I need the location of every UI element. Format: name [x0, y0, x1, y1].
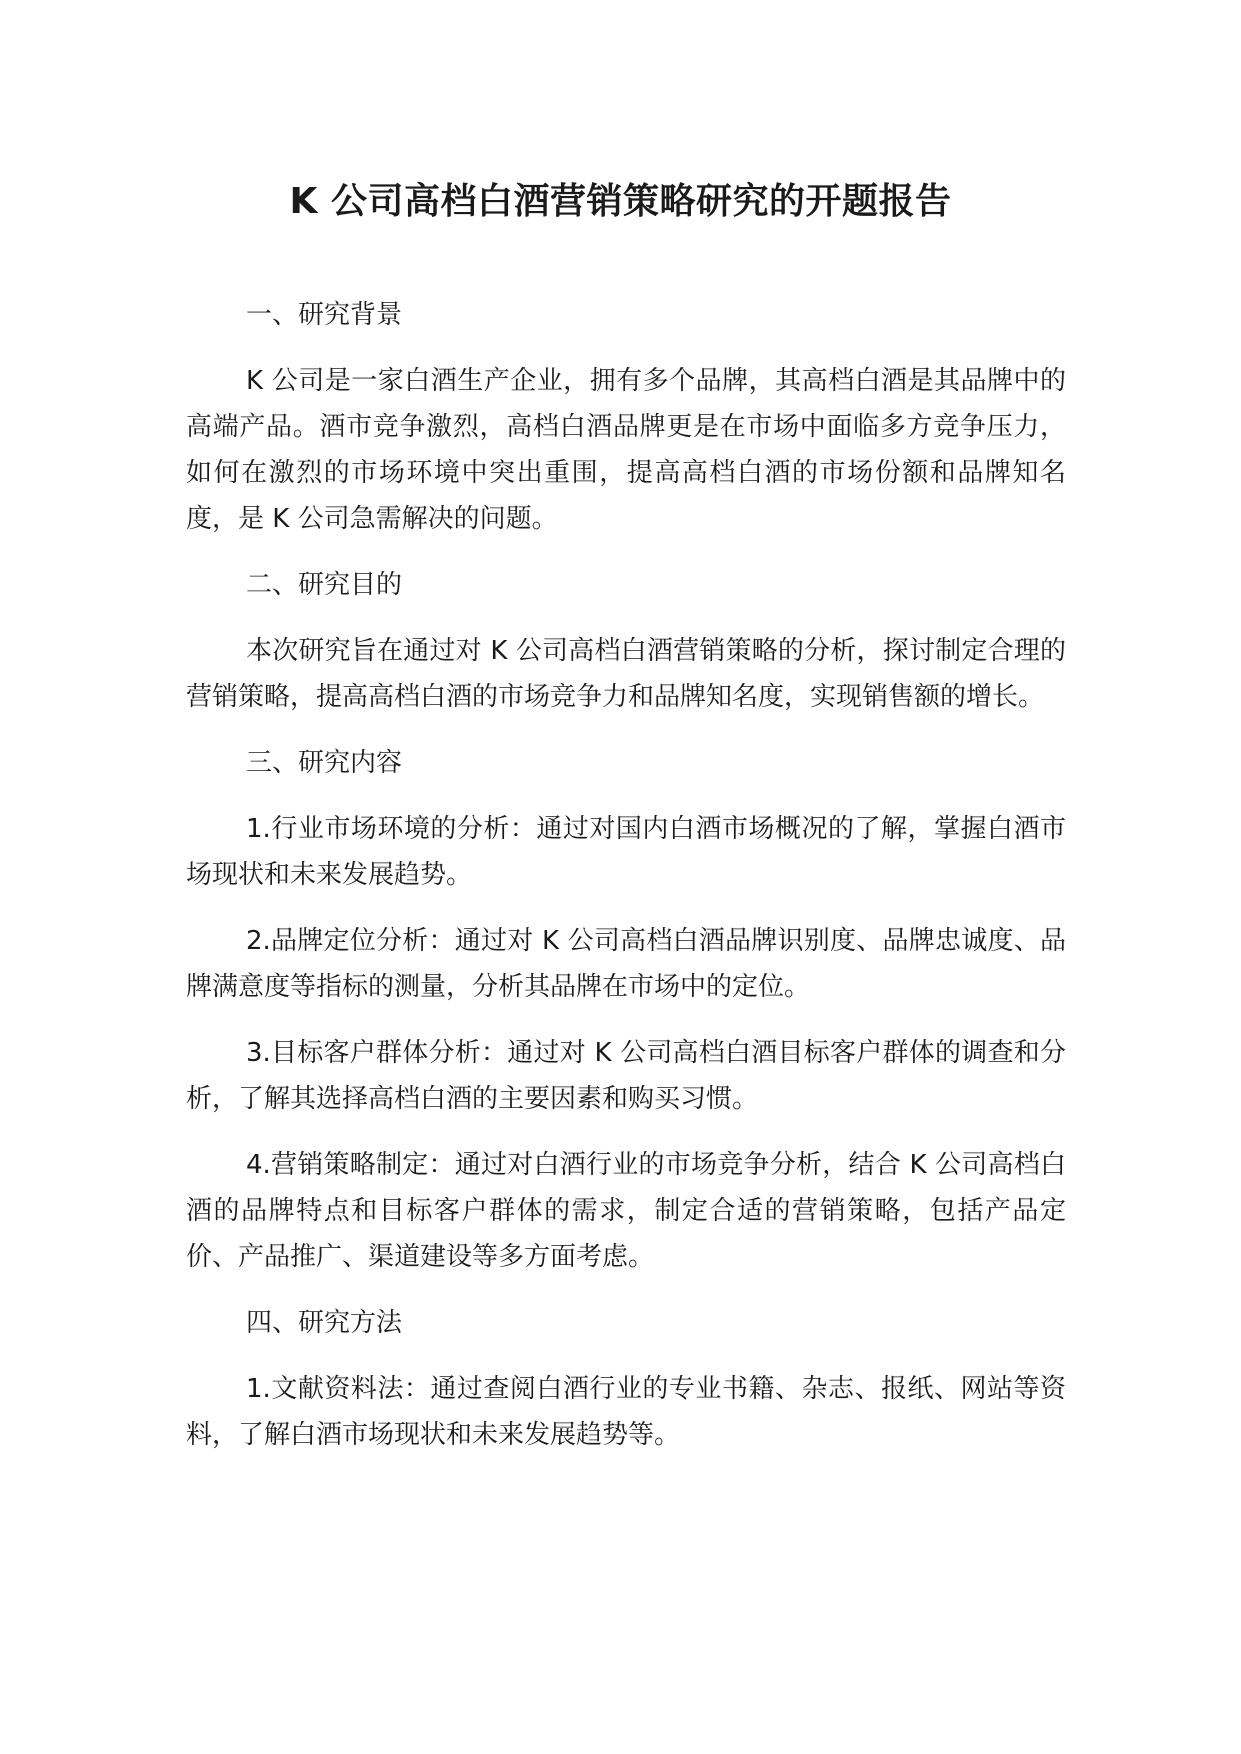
paragraph-content-4: 4.营销策略制定：通过对白酒行业的市场竞争分析，结合 K 公司高档白酒的品牌特点和目标客户群体的需求，制定合适的营销策略，包括产品定价、产品推广、渠道建设等多方面考虑。	[186, 1150, 1066, 1272]
paragraph-background: K 公司是一家白酒生产企业，拥有多个品牌，其高档白酒是其品牌中的高端产品。酒市竞争激烈，高档白酒品牌更是在市场中面临多方竞争压力，如何在激烈的市场环境中突出重围，提高高档白酒的市场份额和品牌知名度，是 K 公司急需解决的问题。	[186, 366, 1066, 534]
section-heading-background: 一、研究背景	[246, 300, 403, 330]
document-title: K 公司高档白酒营销策略研究的开题报告	[289, 181, 952, 222]
paragraph-content-1: 1.行业市场环境的分析：通过对国内白酒市场概况的了解，掌握白酒市场现状和未来发展趋势。	[186, 814, 1066, 890]
section-heading-purpose: 二、研究目的	[246, 570, 403, 600]
paragraph-content-3: 3.目标客户群体分析：通过对 K 公司高档白酒目标客户群体的调查和分析，了解其选择高档白酒的主要因素和购买习惯。	[186, 1038, 1066, 1114]
paragraph-content-2: 2.品牌定位分析：通过对 K 公司高档白酒品牌识别度、品牌忠诚度、品牌满意度等指标的测量，分析其品牌在市场中的定位。	[186, 926, 1066, 1002]
section-heading-content: 三、研究内容	[246, 748, 403, 778]
section-heading-method: 四、研究方法	[246, 1308, 403, 1338]
paragraph-purpose: 本次研究旨在通过对 K 公司高档白酒营销策略的分析，探讨制定合理的营销策略，提高高档白酒的市场竞争力和品牌知名度，实现销售额的增长。	[186, 636, 1066, 712]
document-body	[186, 292, 1066, 1478]
paragraph-method-1: 1.文献资料法：通过查阅白酒行业的专业书籍、杂志、报纸、网站等资料，了解白酒市场现状和未来发展趋势等。	[186, 1374, 1066, 1450]
